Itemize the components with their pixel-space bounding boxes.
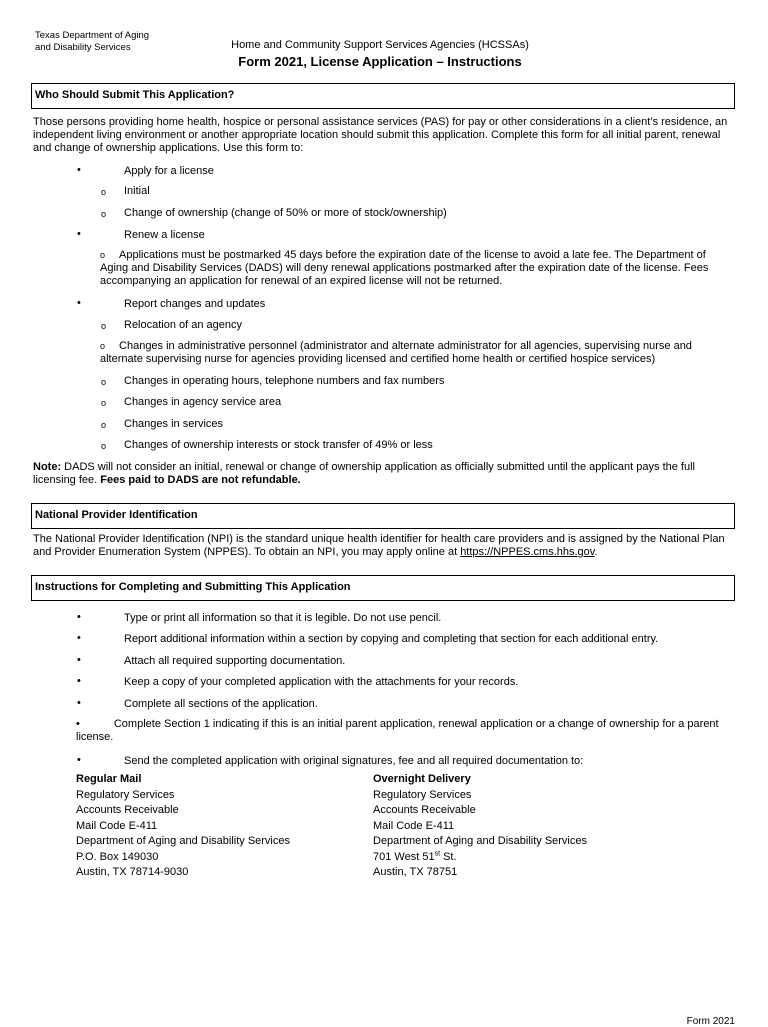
bullet-icon: • xyxy=(77,697,81,709)
npi-paragraph xyxy=(33,533,737,559)
sub-bullet-icon: o xyxy=(100,250,106,260)
address-line: Regulatory Services xyxy=(373,788,472,801)
instruction-item: Report additional information within a section by copying and completing that section for each additional entry. xyxy=(124,633,659,645)
bullet-icon: • xyxy=(77,297,81,309)
sub-bullet-icon: o xyxy=(100,341,106,351)
bullet-icon: • xyxy=(77,228,81,240)
overnight-delivery-address xyxy=(373,772,587,881)
address-line: P.O. Box 149030 xyxy=(76,850,159,863)
address-line: Department of Aging and Disability Services xyxy=(76,835,290,847)
document-header xyxy=(160,38,600,70)
street-suffix: st xyxy=(434,849,441,857)
agency-line-2: and Disability Services xyxy=(35,42,131,53)
address-line: Austin, TX 78751 xyxy=(373,866,458,878)
item-operating-hours: Changes in operating hours, telephone numbers and fax numbers xyxy=(124,375,445,387)
item-report-changes: Report changes and updates xyxy=(124,298,266,310)
item-relocation: Relocation of an agency xyxy=(124,319,243,331)
npi-text: The National Provider Identification (NPI) is the standard unique health identifier for health care providers and is assigned by the National Plan and Provider Enumeration System (NPPES). To obtain an NPI, you may apply online at xyxy=(33,533,725,558)
item-renew-license: Renew a license xyxy=(124,229,205,241)
street-text: 701 West 51 xyxy=(373,850,435,863)
instruction-send: Send the completed application with original signatures, fee and all required documentation to: xyxy=(124,755,584,767)
item-services: Changes in services xyxy=(124,418,224,430)
regular-mail-heading: Regular Mail xyxy=(76,773,142,785)
bullet-icon: • xyxy=(77,754,81,766)
agency-name xyxy=(35,30,149,54)
agency-line-1: Texas Department of Aging xyxy=(35,30,150,41)
nppes-link[interactable]: https://NPPES.cms.hhs.gov xyxy=(460,546,595,558)
section1-text: Complete Section 1 indicating if this is an initial parent application, renewal application or a change of ownership for a parent license. xyxy=(76,718,719,743)
sub-bullet-icon: o xyxy=(101,209,107,219)
note-paragraph xyxy=(33,461,737,487)
address-line: Regulatory Services xyxy=(76,788,175,801)
bullet-icon: • xyxy=(77,632,81,644)
sub-bullet-icon: o xyxy=(101,441,107,451)
address-line: Mail Code E-411 xyxy=(76,819,158,832)
section-heading-npi: National Provider Identification xyxy=(31,503,735,529)
address-line: Department of Aging and Disability Services xyxy=(373,835,587,847)
npi-end: . xyxy=(594,546,598,558)
instruction-item: Complete all sections of the application. xyxy=(124,698,318,710)
item-admin-personnel xyxy=(100,340,732,366)
note-text: DADS will not consider an initial, renewal or change of ownership application as officially submitted until the applicant pays the full licensing fee. xyxy=(33,461,695,486)
address-line: Accounts Receivable xyxy=(76,804,179,816)
instruction-item: Attach all required supporting documentation. xyxy=(124,655,346,667)
item-change-ownership: Change of ownership (change of 50% or more of stock/ownership) xyxy=(124,207,447,219)
section-heading-instructions: Instructions for Completing and Submitting This Application xyxy=(31,575,735,601)
intro-paragraph: Those persons providing home health, hospice or personal assistance services (PAS) for pay or other considerations in a client’s residence, an independent living environment or another appropriate location should submit this application. Complete this form for all initial parent, renewal and change of ownership applications. Use this form to: xyxy=(33,116,728,154)
bullet-icon: • xyxy=(77,164,81,176)
item-ownership-interests: Changes of ownership interests or stock transfer of 49% or less xyxy=(124,439,433,451)
sub-bullet-icon: o xyxy=(101,420,107,430)
section-heading-who-should-submit: Who Should Submit This Application? xyxy=(31,83,735,109)
footer-form-label: Form 2021 xyxy=(686,1016,735,1027)
bullet-icon: • xyxy=(77,654,81,666)
document-subtitle: Home and Community Support Services Agencies (HCSSAs) xyxy=(231,39,529,51)
sub-bullet-icon: o xyxy=(101,398,107,408)
bullet-icon: • xyxy=(77,611,81,623)
item-service-area: Changes in agency service area xyxy=(124,396,282,408)
sub-bullet-icon: o xyxy=(101,187,107,197)
sub-bullet-icon: o xyxy=(101,377,107,387)
address-line xyxy=(373,850,587,866)
regular-mail-address xyxy=(76,772,290,881)
document-title: Form 2021, License Application – Instructions xyxy=(238,54,522,69)
instruction-item: Type or print all information so that it is legible. Do not use pencil. xyxy=(124,612,442,624)
note-label: Note: xyxy=(33,461,62,473)
address-line: Mail Code E-411 xyxy=(373,819,455,832)
address-line: Austin, TX 78714-9030 xyxy=(76,866,189,878)
bullet-icon: • xyxy=(76,718,80,730)
address-line: Accounts Receivable xyxy=(373,804,476,816)
overnight-heading: Overnight Delivery xyxy=(373,773,471,785)
admin-personnel-text: Changes in administrative personnel (administrator and alternate administrator for all agencies, supervising nurse and alternate supervising nurse for agencies providing licensed and certified home health or certified hospice services) xyxy=(100,340,692,365)
renewal-note-text: Applications must be postmarked 45 days before the expiration date of the license to avoid a late fee. The Department of Aging and Disability Services (DADS) will deny renewal applications postmarked after the expiration date of the license. Fees accompanying an application for renewal of an expired license will not be returned. xyxy=(100,249,709,287)
bullet-icon: • xyxy=(77,675,81,687)
instruction-section1 xyxy=(76,718,732,744)
item-apply-license: Apply for a license xyxy=(124,165,214,177)
instruction-item: Keep a copy of your completed application with the attachments for your records. xyxy=(124,676,519,688)
item-initial: Initial xyxy=(124,185,150,197)
note-bold-text: Fees paid to DADS are not refundable. xyxy=(100,474,301,486)
sub-bullet-icon: o xyxy=(101,321,107,331)
renewal-note xyxy=(100,249,732,288)
street-end: St. xyxy=(440,850,457,863)
